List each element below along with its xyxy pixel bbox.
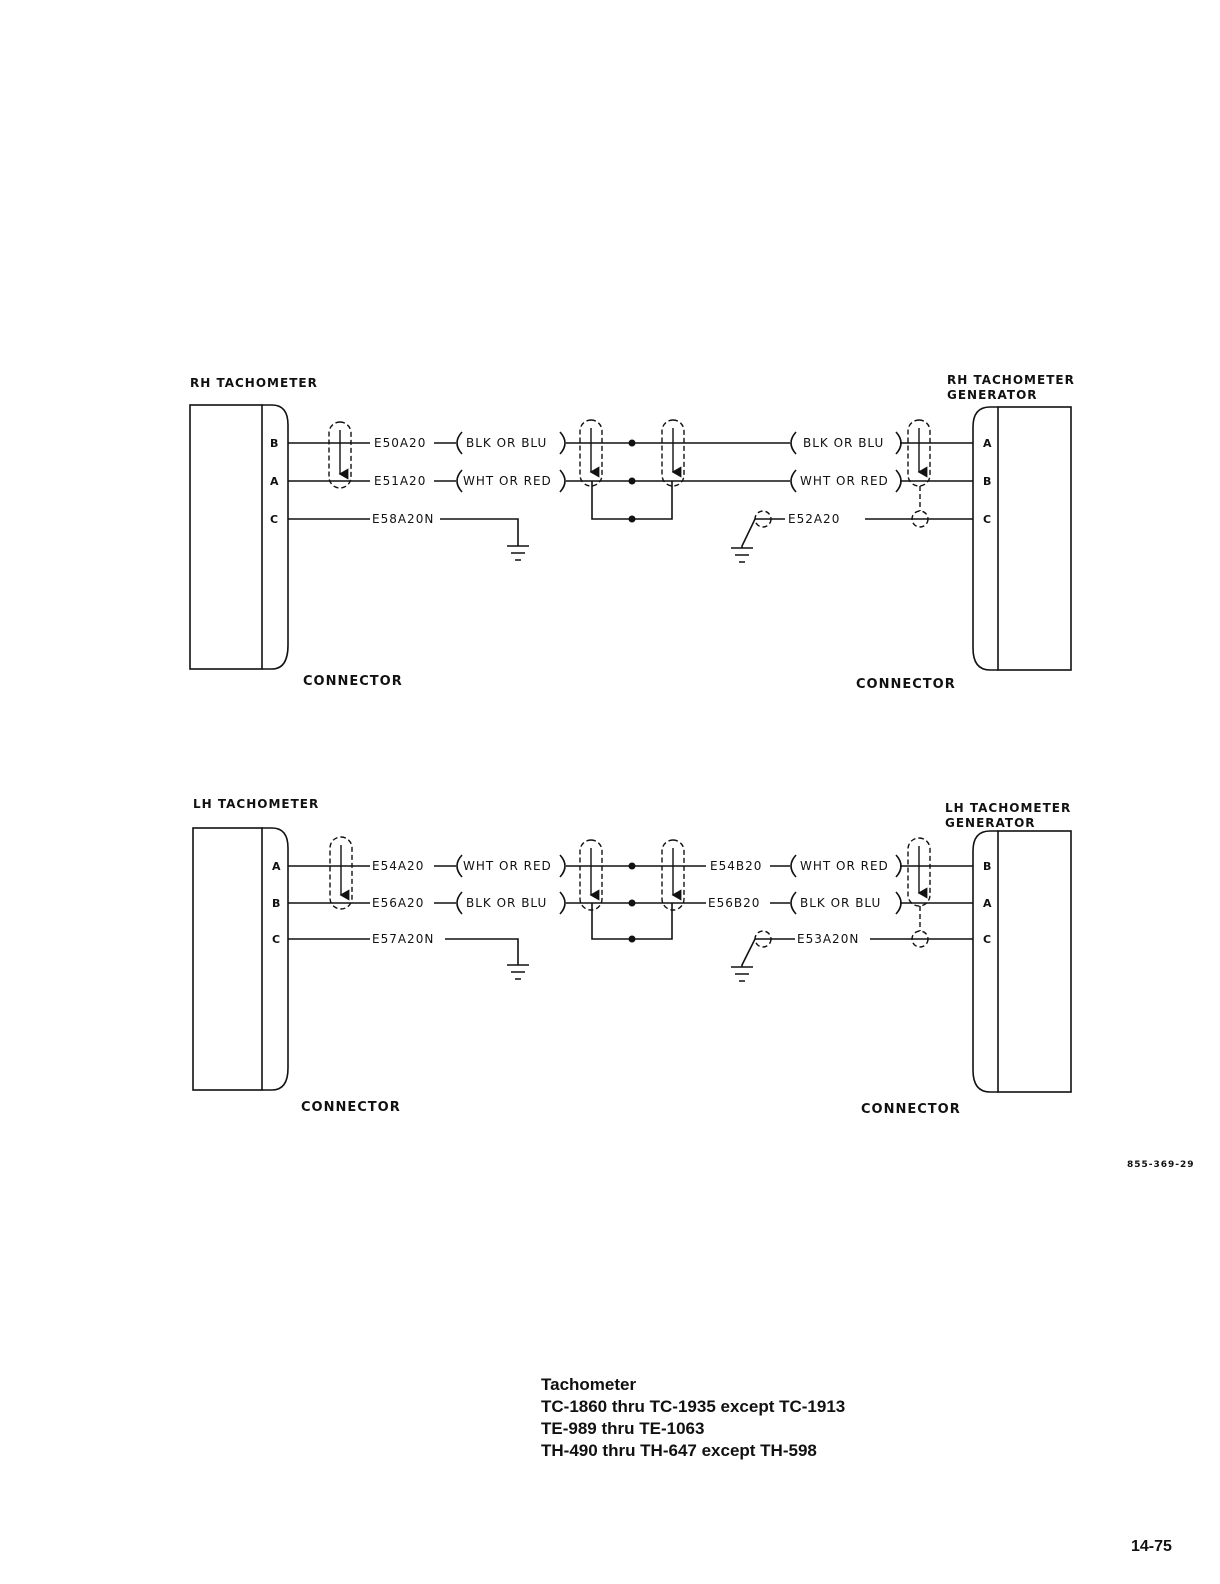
rh-paren-4a	[791, 470, 796, 492]
lh-paren-3a	[791, 855, 796, 877]
lh-paren-1a	[457, 855, 462, 877]
lh-right-pin-2: A	[983, 897, 992, 910]
rh-paren-3b	[896, 432, 901, 454]
lh-ground-right-symbol	[731, 967, 753, 981]
lh-tachometer-body	[193, 828, 262, 1090]
rh-tachometer-title: RH TACHOMETER	[190, 376, 318, 390]
caption-line-2: TC-1860 thru TC-1935 except TC-1913	[541, 1397, 846, 1416]
rh-generator-title-1: RH TACHOMETER	[947, 373, 1075, 387]
figure-reference: 855-369-29	[1127, 1160, 1195, 1170]
rh-left-connector-label: CONNECTOR	[303, 674, 403, 689]
lh-ground-right-id: E53A20N	[797, 932, 860, 946]
lh-generator-title-1: LH TACHOMETER	[945, 801, 1072, 815]
lh-wire2-color-right: BLK OR BLU	[800, 896, 882, 910]
lh-left-pin-1: A	[272, 860, 281, 873]
figure-caption	[541, 1374, 845, 1462]
rh-paren-1b	[560, 432, 565, 454]
rh-right-connector-label: CONNECTOR	[856, 677, 956, 692]
rh-tachometer-body	[190, 405, 262, 669]
caption-line-4: TH-490 thru TH-647 except TH-598	[541, 1441, 817, 1460]
lh-wire1-id-right: E54B20	[710, 859, 763, 873]
lh-splice-dot	[629, 900, 636, 907]
rh-paren-2b	[560, 470, 565, 492]
rh-splice-dots	[629, 440, 636, 523]
rh-generator-title-2: GENERATOR	[947, 388, 1038, 402]
lh-ground-left-id: E57A20N	[372, 932, 435, 946]
lh-left-connector-label: CONNECTOR	[301, 1100, 401, 1115]
lh-left-pin-3: C	[272, 933, 281, 946]
lh-wire2-color-left: BLK OR BLU	[466, 896, 548, 910]
rh-right-pin-1: A	[983, 437, 992, 450]
rh-ground-right-id: E52A20	[788, 512, 841, 526]
rh-generator-body	[998, 407, 1071, 670]
lh-wire2-id-left: E56A20	[372, 896, 425, 910]
rh-ground-left-symbol	[507, 546, 529, 560]
rh-right-pin-2: B	[983, 475, 992, 488]
rh-left-pin-2: A	[270, 475, 279, 488]
rh-wire1-id: E50A20	[374, 436, 427, 450]
lh-shields	[330, 837, 930, 947]
lh-paren-2a	[457, 892, 462, 914]
lh-paren-3b	[896, 855, 901, 877]
rh-splice-dot	[629, 516, 636, 523]
rh-wire1-color-right: BLK OR BLU	[803, 436, 885, 450]
lh-generator-title-2: GENERATOR	[945, 816, 1036, 830]
caption-line-3: TE-989 thru TE-1063	[541, 1419, 705, 1438]
rh-paren-1a	[457, 432, 462, 454]
lh-right-connector-label: CONNECTOR	[861, 1102, 961, 1117]
lh-wire1-color-left: WHT OR RED	[463, 859, 552, 873]
lh-tachometer-title: LH TACHOMETER	[193, 797, 320, 811]
rh-shield-arrows	[340, 428, 919, 474]
rh-paren-4b	[896, 470, 901, 492]
rh-right-pin-3: C	[983, 513, 992, 526]
lh-right-pin-1: B	[983, 860, 992, 873]
lh-splice-bridge	[592, 903, 672, 939]
lh-wire2-id-right: E56B20	[708, 896, 761, 910]
rh-splice-dot	[629, 478, 636, 485]
lh-left-pin-2: B	[272, 897, 281, 910]
lh-splice-dot	[629, 863, 636, 870]
lh-generator-body	[998, 831, 1071, 1092]
lh-wire1-color-right: WHT OR RED	[800, 859, 889, 873]
rh-splice-bridge	[592, 481, 672, 519]
rh-paren-2a	[457, 470, 462, 492]
lh-right-pin-3: C	[983, 933, 992, 946]
caption-line-1: Tachometer	[541, 1375, 637, 1394]
rh-wire2-color-right: WHT OR RED	[800, 474, 889, 488]
rh-left-pin-1: B	[270, 437, 279, 450]
lh-paren-4b	[896, 892, 901, 914]
rh-ground-right-symbol	[731, 548, 753, 562]
rh-left-pin-3: C	[270, 513, 279, 526]
rh-wire2-id: E51A20	[374, 474, 427, 488]
lh-paren-1b	[560, 855, 565, 877]
lh-splice-dots	[629, 863, 636, 943]
lh-paren-4a	[791, 892, 796, 914]
lh-paren-2b	[560, 892, 565, 914]
lh-wire1-id-left: E54A20	[372, 859, 425, 873]
page-number: 14-75	[1131, 1538, 1172, 1555]
rh-splice-dot	[629, 440, 636, 447]
rh-paren-3a	[791, 432, 796, 454]
rh-wire2-color-left: WHT OR RED	[463, 474, 552, 488]
lh-splice-dot	[629, 936, 636, 943]
rh-wire-ground-right	[742, 519, 973, 548]
rh-wire1-color-left: BLK OR BLU	[466, 436, 548, 450]
rh-ground-left-id: E58A20N	[372, 512, 435, 526]
lh-ground-left-symbol	[507, 965, 529, 979]
